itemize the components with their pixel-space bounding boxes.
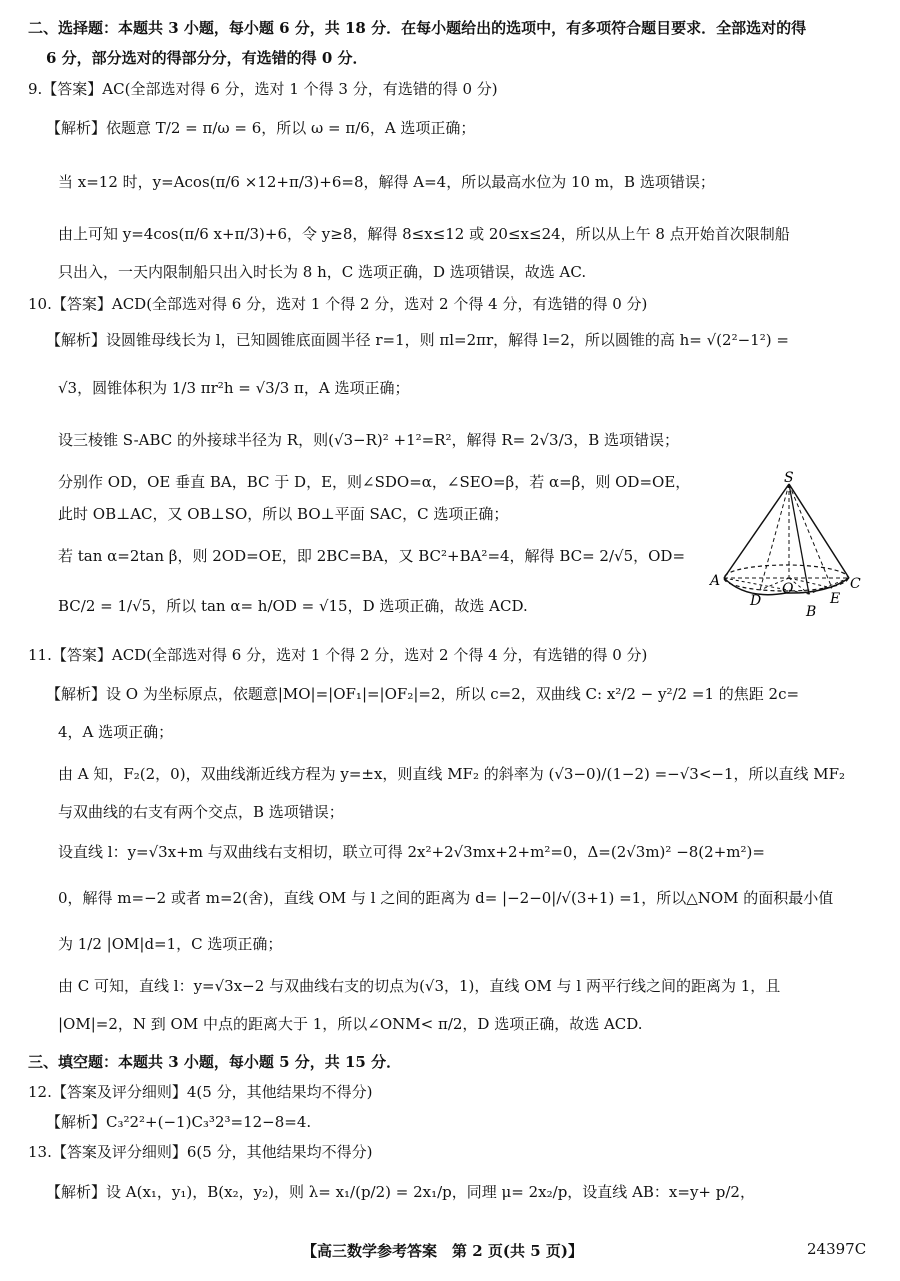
text-line-q12a: 【解析】C₃²2²+(−1)C₃³2³=12−8=4. [46,1113,312,1131]
text-line-q11h: 由 C 可知，直线 l：y=√3x−2 与双曲线右支的切点为(√3，1)，直线 OM 与 l 两平行线之间的距离为 1，且 [58,977,781,995]
text-line-q10g: BC/2 = 1/√5，所以 tan α= h/OD = √15，D 选项正确，故选 ACD. [58,597,528,615]
text-line-q10ans: 10.【答案】ACD(全部选对得 6 分，选对 1 个得 2 分，选对 2 个得 4 分，有选错的得 0 分) [28,295,648,313]
text-line-q11f: 0，解得 m=−2 或者 m=2(舍)，直线 OM 与 l 之间的距离为 d= |−2−0|/√(3+1) =1，所以△NOM 的面积最小值 [58,889,834,907]
text-line-q11g: 为 1/2 |OM|d=1，C 选项正确； [58,935,283,953]
text-line-q11ans: 11.【答案】ACD(全部选对得 6 分，选对 1 个得 2 分，选对 2 个得 4 分，有选错的得 0 分) [28,646,648,664]
text-line-q10d: 分别作 OD，OE 垂直 BA，BC 于 D，E，则∠SDO=α，∠SEO=β，若 α=β，则 OD=OE， [58,473,691,491]
text-line-q10f: 若 tan α=2tan β，则 2OD=OE，即 2BC=BA，又 BC²+BA²=4，解得 BC= 2/√5，OD= [58,547,686,565]
label-D: D [750,593,762,609]
text-line-q13ans: 13.【答案及评分细则】6(5 分，其他结果均不得分) [28,1143,373,1161]
text-line-q10e: 此时 OB⊥AC，又 OB⊥SO，所以 BO⊥平面 SAC，C 选项正确； [58,505,509,523]
text-line-q11d: 与双曲线的右支有两个交点，B 选项错误； [58,803,344,821]
text-line-q9b: 当 x=12 时，y=Acos(π/6 ×12+π/3)+6=8，解得 A=4，所以最高水位为 10 m，B 选项错误； [58,173,715,191]
text-line-q11b: 4，A 选项正确； [58,723,174,741]
label-O: O [782,581,794,597]
label-S: S [784,470,794,486]
text-line-q10a: 【解析】设圆锥母线长为 l，已知圆锥底面圆半径 r=1，则 πl=2πr，解得 l=2，所以圆锥的高 h= √(2²−1²) = [46,331,789,349]
text-line-q9a: 【解析】依题意 T/2 = π/ω = 6，所以 ω = π/6，A 选项正确； [46,119,476,137]
text-line-q10b: √3，圆锥体积为 1/3 πr²h = √3/3 π，A 选项正确； [58,379,410,397]
text-line-sec3: 三、填空题：本题共 3 小题，每小题 5 分，共 15 分． [28,1053,402,1071]
text-line-q9c: 由上可知 y=4cos(π/6 x+π/3)+6，令 y≥8，解得 8≤x≤12 或 20≤x≤24，所以从上午 8 点开始首次限制船 [58,225,790,243]
text-line-q11c: 由 A 知，F₂(2，0)，双曲线渐近线方程为 y=±x，则直线 MF₂ 的斜率为 (√3−0)/(1−2) =−√3<−1，所以直线 MF₂ [58,765,846,783]
text-line-q13a: 【解析】设 A(x₁，y₁)，B(x₂，y₂)，则 λ= x₁/(p/2) = 2x₁/p，同理 μ= 2x₂/p，设直线 AB：x=y+ p/2， [46,1183,755,1201]
text-line-q11i: |OM|=2，N 到 OM 中点的距离大于 1，所以∠ONM< π/2，D 选项正确，故选 ACD. [58,1015,643,1033]
label-A: A [710,573,721,589]
footer-code: 24397C [807,1240,867,1258]
text-line-sec2a: 二、选择题：本题共 3 小题，每小题 6 分，共 18 分．在每小题给出的选项中，有多项符合题目要求．全部选对的得 [28,19,807,37]
text-line-sec2b: 6 分，部分选对的得部分分，有选错的得 0 分． [46,49,368,67]
label-E: E [830,591,841,607]
label-C: C [850,576,861,592]
text-line-q11e: 设直线 l：y=√3x+m 与双曲线右支相切，联立可得 2x²+2√3mx+2+m²=0，Δ=(2√3m)² −8(2+m²)= [58,843,765,861]
text-line-q10c: 设三棱锥 S-ABC 的外接球半径为 R，则(√3−R)² +1²=R²，解得 R= 2√3/3，B 选项错误； [58,431,679,449]
text-line-q9d: 只出入，一天内限制船只出入时长为 8 h，C 选项正确，D 选项错误，故选 AC. [58,263,587,281]
text-line-q11a: 【解析】设 O 为坐标原点，依题意|MO|=|OF₁|=|OF₂|=2，所以 c=2，双曲线 C: x²/2 − y²/2 =1 的焦距 2c= [46,685,800,703]
footer-title: 【高三数学参考答案 第 2 页(共 5 页)】 [302,1242,583,1260]
text-line-q9ans: 9.【答案】AC(全部选对得 6 分，选对 1 个得 3 分，有选错的得 0 分) [28,80,498,98]
text-line-q12ans: 12.【答案及评分细则】4(5 分，其他结果均不得分) [28,1083,373,1101]
cone-figure [706,470,861,620]
label-B: B [806,604,817,620]
